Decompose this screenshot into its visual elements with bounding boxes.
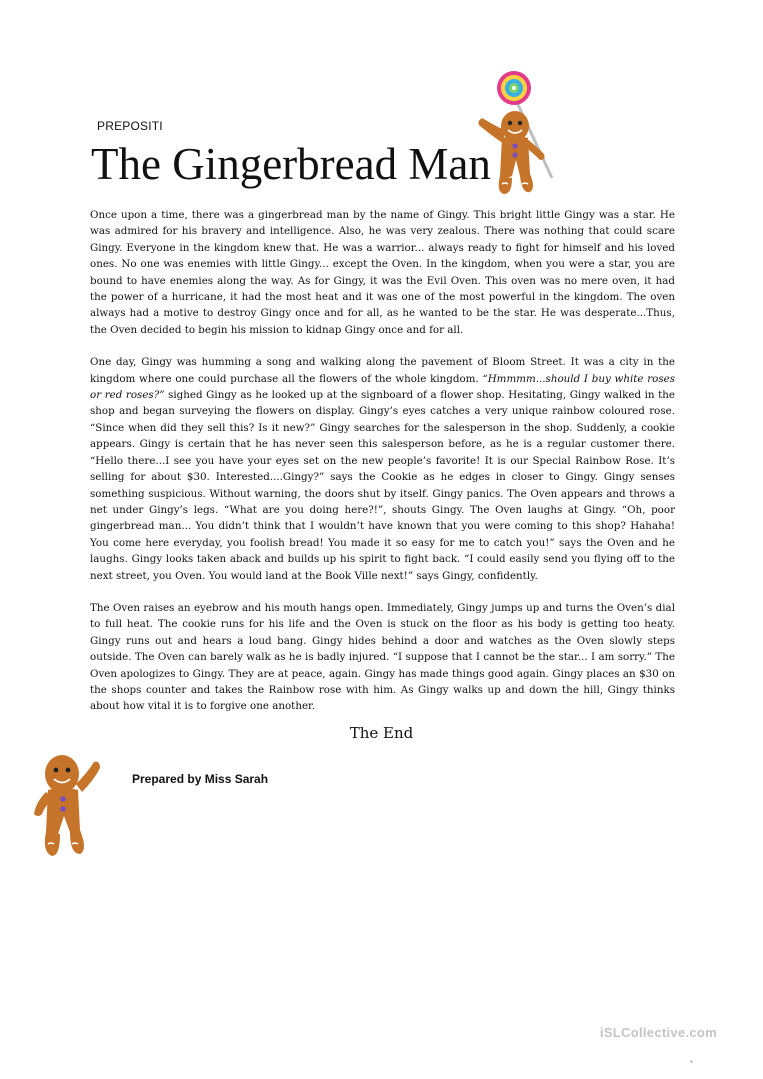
- story-paragraph-2-rest: sighed Gingy as he looked up at the signboard of a flower shop. Hesitating, Gingy walked in the shop and began surveying the flowers on display. Gingy’s eyes catches a very unique rainbow coloured rose. “Since when did they sell this? Is it new?” Gingy searches for the salesperson in the shop. Suddenly, a cookie appears. Gingy is certain that he has never seen this salesperson before, as he is a regular customer there. “Hello there...I see you have your eyes set on the new people’s favorite! It is our Special Rainbow Rose. It’s selling for about $30. Interested....Gingy?” says the Cookie as he edges in closer to Gingy. Gingy senses something suspicious. Without warning, the doors shut by itself. Gingy panics. The Oven appears and throws a net under Gingy’s legs. “What are you doing here?!”, shouts Gingy. The Oven laughs at Gingy. “Oh, poor gingerbread man... You didn’t think that I wouldn’t have known that you were coming to this shop? Hahaha! You come here everyday, you foolish bread! You made it so easy for me to catch you!” says the Oven and he laughs. Gingy looks taken aback and builds up his spirit to fight back. “I could easily send you flying off to the next street, you Oven. You would land at the Book Ville next!” says Gingy, confidently.: [90, 389, 676, 582]
- gingerbread-waving-illustration: [28, 744, 104, 862]
- story-body: [90, 207, 675, 731]
- story-paragraph-1: Once upon a time, there was a gingerbread man by the name of Gingy. This bright little Gingy was a star. He was admired for his bravery and intelligence. Also, he was very zealous. There was nothing that could scare Gingy. Everyone in the kingdom knew that. He was a warrior... always ready to fight for himself and his loved ones. No one was enemies with little Gingy... except the Oven. In the kingdom, when you were a star, you are bound to have enemies along the way. As for Gingy, it was the Evil Oven. This oven was no mere oven, it had the power of a hurricane, it had the most heat and it was one of the most powerful in the kingdom. The oven always had a motive to destroy Gingy once and for all, as he wanted to be the star. He was desperate...Thus, the Oven decided to begin his mission to kidnap Gingy once and for all.: [90, 209, 675, 336]
- the-end-heading: The End: [349, 724, 414, 742]
- prepared-by-credit: Prepared by Miss Sarah: [132, 772, 269, 786]
- story-paragraph-2-start: One day, Gingy was humming a song and walking along the pavement of Bloom Street. It was a city in the kingdom where one could purchase all the flowers of the whole kingdom.: [90, 356, 675, 385]
- story-paragraph-3: The Oven raises an eyebrow and his mouth hangs open. Immediately, Gingy jumps up and turns the Oven’s dial to full heat. The cookie runs for his life and the Oven is stuck on the floor as his body is getting too heaty. Gingy runs out and hears a loud bang. Gingy hides behind a door and watches as the Oven slowly steps outside. The Oven can barely walk as he is badly injured. “I suppose that I cannot be the star... I am sorry.” The Oven apologizes to Gingy. They are at peace, again. Gingy has made things good again. Gingy places an $30 on the shops counter and takes the Rainbow rose with him. As Gingy walks up and down the hill, Gingy thinks about how vital it is to forgive one another.: [90, 601, 675, 713]
- gingerbread-lollipop-illustration: [474, 66, 560, 200]
- site-watermark: iSLCollective.com: [599, 1025, 717, 1040]
- page-title: The Gingerbread Man: [91, 139, 491, 189]
- decorative-dot: [690, 1060, 693, 1063]
- story-quote-italic: “Hmmmm...should I buy white roses or red roses?”: [90, 372, 675, 402]
- pretitle: PREPOSITI: [97, 119, 163, 133]
- story-paragraph-2: [90, 354, 675, 584]
